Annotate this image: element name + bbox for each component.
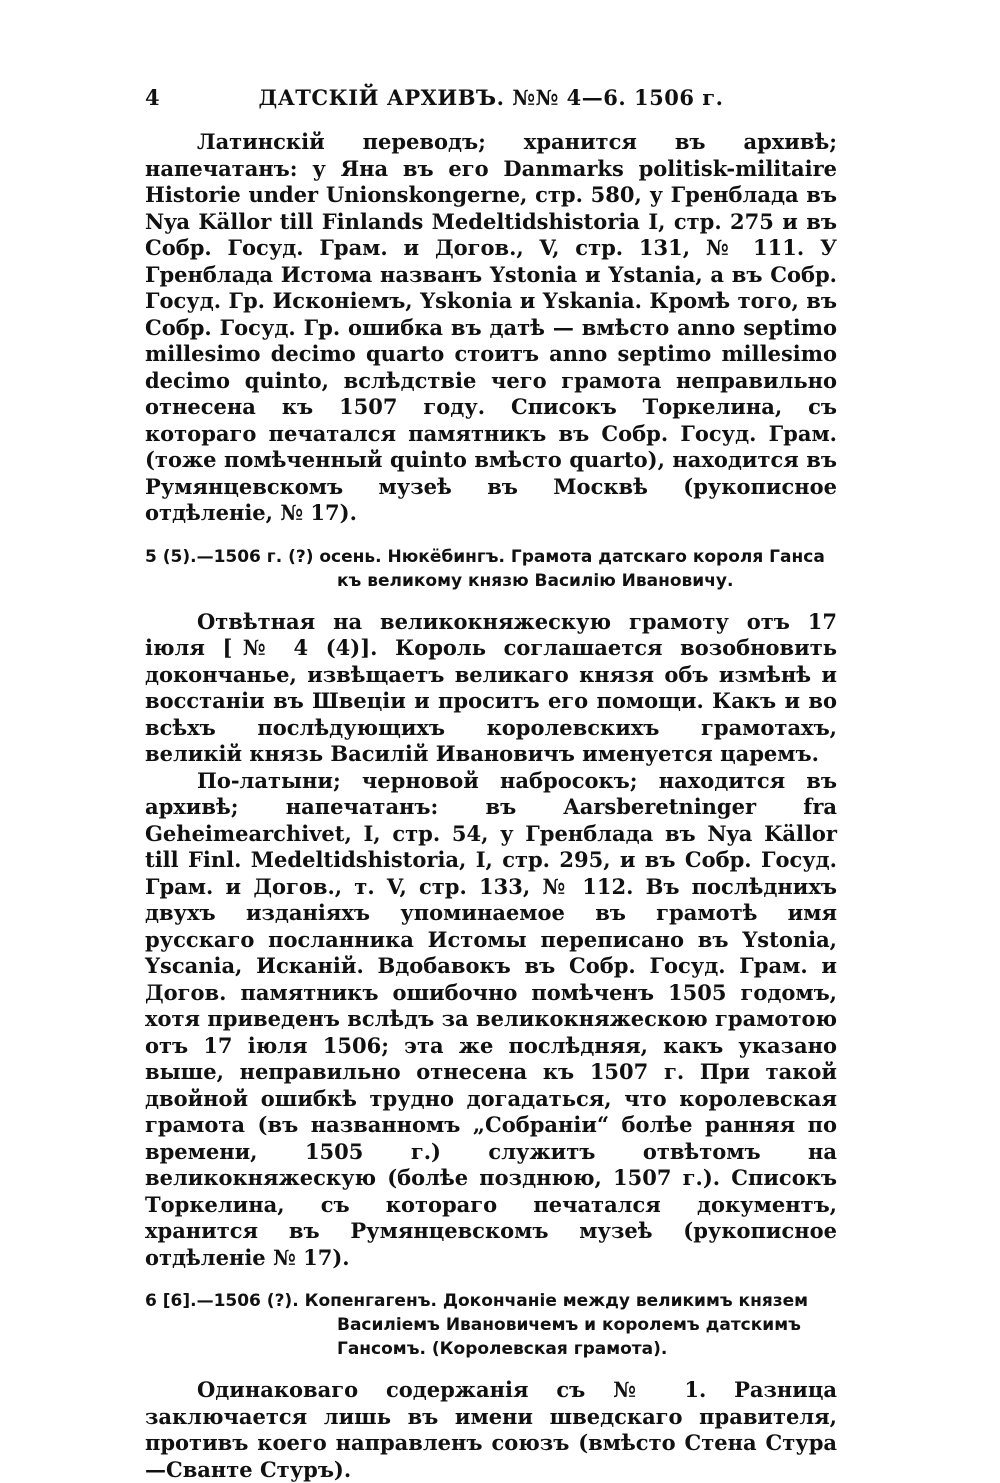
page-number: 4 bbox=[145, 85, 160, 110]
intro-note-paragraph: Латинскій переводъ; хранится въ архивѣ; напечатанъ: у Яна въ его Danmarks politisk-militaire Historie under Unionskongerne, стр. 580, у Гренблада въ Nya Källor till Finlands Medeltidshistoria I, стр. 275 и въ Собр. Госуд. Грам. и Догов., V, стр. 131, № 111. У Гренблада Истома названъ Ystonia и Ystania, а въ Собр. Госуд. Гр. Исконіемъ, Yskonia и Yskania. Кромѣ того, въ Собр. Госуд. Гр. ошибка въ датѣ — вмѣсто anno septimo millesimo decimo quarto стоитъ anno septimo millesimo decimo quinto, вслѣдствіе чего грамота неправильно отнесена къ 1507 году. Списокъ Торкелина, съ котораго печатался памятникъ въ Собр. Госуд. Грам. (тоже помѣченный quinto вмѣсто quarto), находится въ Румянцевскомъ музеѣ въ Москвѣ (рукописное отдѣленіе, № 17). bbox=[145, 129, 837, 525]
running-title: ДАТСКІЙ АРХИВЪ. №№ 4—6. 1506 г. bbox=[258, 85, 724, 110]
entry-5-source-paragraph: По-латыни; черновой набросокъ; находится въ архивѣ; напечатанъ: въ Aarsberetninger fra Geheimearchivet, I, стр. 54, у Гренблада въ Nya Källor till Finl. Medeltidshistoria, I, стр. 295, и въ Собр. Госуд. Грам. и Догов., т. V, стр. 133, № 112. Въ послѣднихъ двухъ изданіяхъ упоминаемое въ грамотѣ имя русскаго посланника Истомы переписано въ Ystonia, Yscania, Исканій. Вдобавокъ въ Собр. Госуд. Грам. и Догов. памятникъ ошибочно помѣченъ 1505 годомъ, хотя приведенъ вслѣдъ за великокняжескою грамотою отъ 17 іюля 1506; эта же послѣдняя, какъ указано выше, неправильно отнесена къ 1507 г. При такой двойной ошибкѣ трудно догадаться, что королевская грамота (въ названномъ „Собраніи“ болѣе ранняя по времени, 1505 г.) служитъ отвѣтомъ на великокняжескую (болѣе позднюю, 1507 г.). Списокъ Торкелина, съ котораго печатался документъ, хранится въ Румянцевскомъ музеѣ (рукописное отдѣленіе № 17). bbox=[145, 767, 837, 1270]
entry-5-summary-paragraph: Отвѣтная на великокняжескую грамоту отъ 17 іюля [№ 4 (4)]. Король соглашается возобновить докончанье, извѣщаетъ великаго князя объ измѣнѣ и восстаніи въ Швеціи и проситъ его помощи. Какъ и во всѣхъ послѣдующихъ королевскихъ грамотахъ, великій князь Василій Ивановичъ именуется царемъ. bbox=[145, 608, 837, 766]
running-head bbox=[145, 85, 837, 115]
entry-6-summary-paragraph: Одинаковаго содержанія съ № 1. Разница заключается лишь въ имени шведскаго правителя, противъ коего направленъ союзъ (вмѣсто Стена Стура—Сванте Стуръ). bbox=[145, 1377, 837, 1482]
book-page bbox=[145, 85, 837, 1483]
entry-5-heading: 5 (5).—1506 г. (?) осень. Нюкёбингъ. Грамота датскаго короля Ганса къ великому князю Василію Ивановичу. bbox=[145, 546, 825, 591]
entry-6-heading: 6 [6].—1506 (?). Копенгагенъ. Докончаніе между великимъ князем Василіемъ Ивановичемъ и королемъ датскимъ Гансомъ. (Королевская грамота). bbox=[145, 1291, 809, 1359]
